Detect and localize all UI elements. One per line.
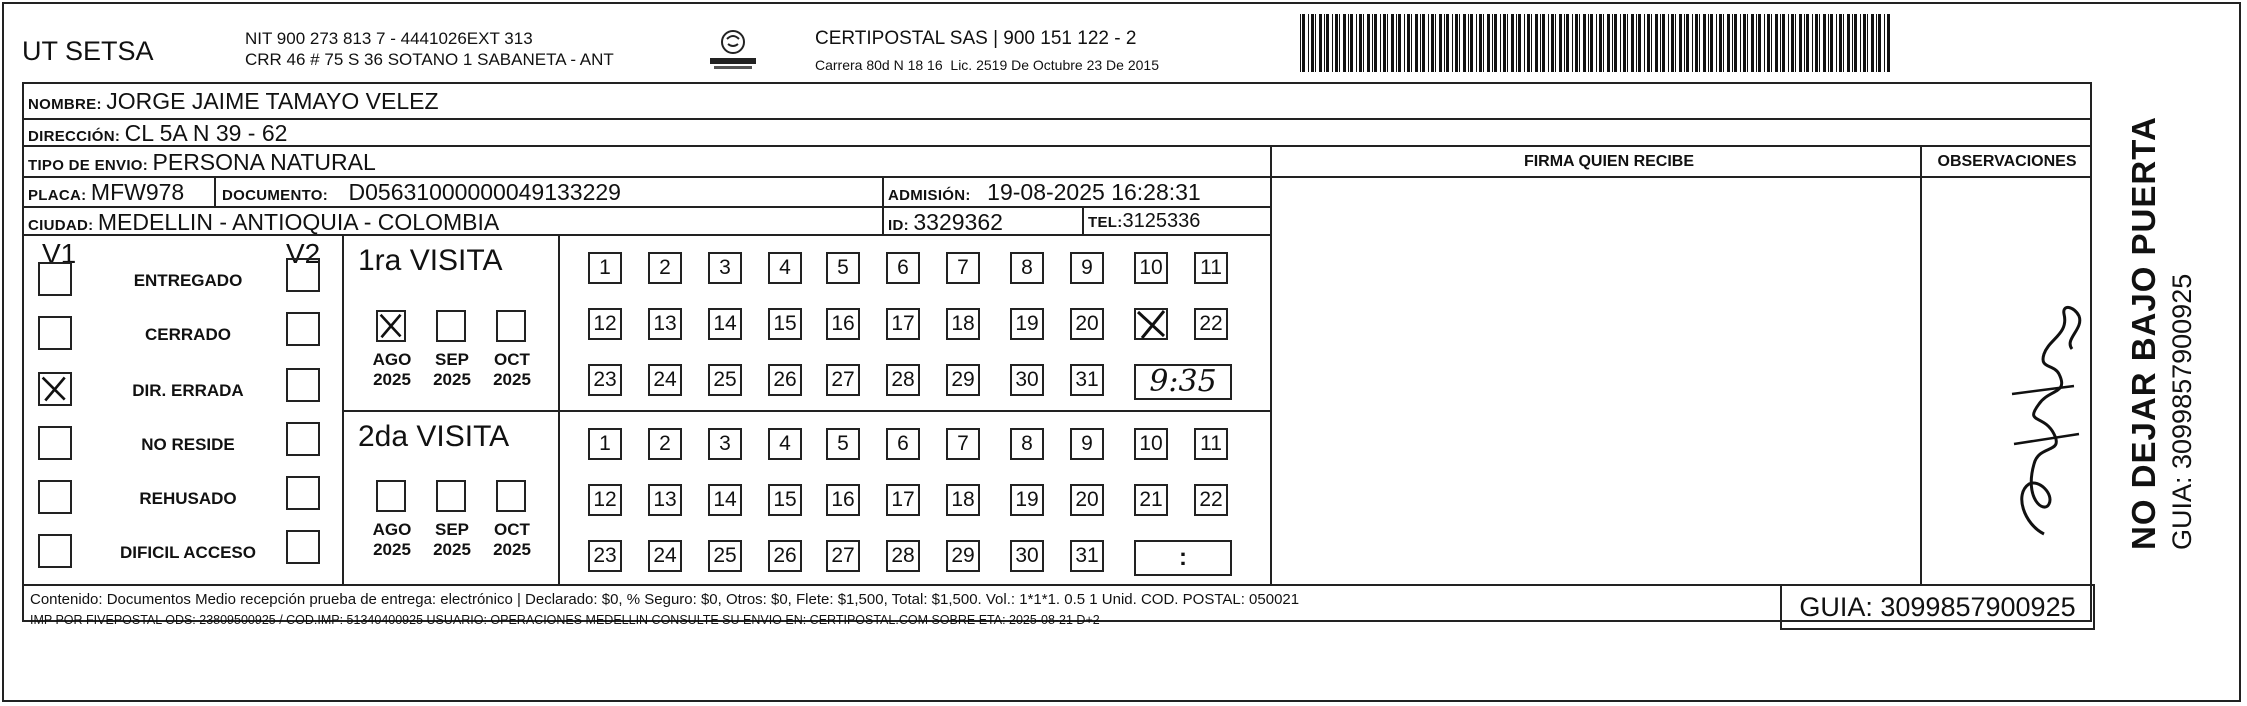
nit-line-1: NIT 900 273 813 7 - 4441026EXT 313	[245, 29, 533, 48]
visit1-day-box[interactable]: 26	[768, 364, 802, 396]
id-label: ID:	[888, 217, 909, 234]
visit1-day-box[interactable]: 15	[768, 308, 802, 340]
visit2-month-checkbox[interactable]	[376, 480, 406, 512]
visit1-day-box[interactable]: 9	[1070, 252, 1104, 284]
documento-value: D05631000000049133229	[348, 179, 621, 205]
documento-row	[222, 181, 621, 204]
tel-value: 3125336	[1122, 210, 1201, 232]
visit1-day-box[interactable]: 14	[708, 308, 742, 340]
tipo-envio-label: TIPO DE ENVIO:	[28, 157, 149, 174]
v1-header: V1	[42, 238, 77, 269]
visit2-month-label: OCT 2025	[493, 520, 531, 560]
visit1-time-field[interactable]: 9:35	[1134, 364, 1232, 400]
visit1-day-box[interactable]: 2	[648, 252, 682, 284]
v1-checkbox[interactable]	[38, 262, 72, 296]
visit1-month-checkbox[interactable]	[496, 310, 526, 342]
visit1-day-box[interactable]: 13	[648, 308, 682, 340]
observaciones-header: OBSERVACIONES	[1937, 153, 2077, 170]
visit1-month-checkbox[interactable]	[436, 310, 466, 342]
visit2-day-box[interactable]: 23	[588, 540, 622, 572]
visit1-day-box[interactable]: 24	[648, 364, 682, 396]
footer-content-line: Contenido: Documentos Medio recepción prueba de entrega: electrónico | Declarado: $0, % Seguro: $0, Otros: $0, Flete: $1,500, Total: $1,500. Vol.: 1*1*1. 0.5 1 Unid. COD. POSTAL: 050021	[30, 591, 1300, 608]
nit-line-2: CRR 46 # 75 S 36 SOTANO 1 SABANETA - ANT	[245, 50, 614, 70]
visit1-month-label: OCT 2025	[493, 350, 531, 390]
documento-label: DOCUMENTO:	[222, 187, 329, 204]
visit2-month-label: SEP 2025	[433, 520, 471, 560]
visit1-title: 1ra VISITA	[358, 244, 503, 277]
visit2-day-box[interactable]: 31	[1070, 540, 1104, 572]
visit1-month-label: AGO 2025	[372, 350, 412, 390]
visit2-day-box[interactable]: 15	[768, 484, 802, 516]
status-label: CERRADO	[145, 325, 231, 344]
visit1-day-box[interactable]: 22	[1194, 308, 1228, 340]
nombre-row	[28, 90, 439, 113]
v1-checkbox[interactable]	[38, 480, 72, 514]
visit1-month-label: SEP 2025	[433, 350, 471, 390]
visit2-day-box[interactable]: 3	[708, 428, 742, 460]
tipo-envio-value: PERSONA NATURAL	[152, 149, 376, 175]
visit2-day-box[interactable]: 17	[886, 484, 920, 516]
visit2-day-box[interactable]: 7	[946, 428, 980, 460]
visit2-day-box[interactable]: 1	[588, 428, 622, 460]
placa-label: PLACA:	[28, 187, 87, 204]
placa-row	[28, 181, 184, 204]
ciudad-row	[28, 211, 499, 234]
visit1-day-box[interactable]: 5	[826, 252, 860, 284]
visit1-day-box[interactable]: 20	[1070, 308, 1104, 340]
visit2-day-box[interactable]: 6	[886, 428, 920, 460]
company-name: UT SETSA	[22, 36, 154, 66]
v2-checkbox[interactable]	[286, 312, 320, 346]
visit1-day-box[interactable]: 6	[886, 252, 920, 284]
visit1-day-box[interactable]: 7	[946, 252, 980, 284]
visit2-day-box[interactable]: 22	[1194, 484, 1228, 516]
barcode-icon	[1300, 14, 1895, 72]
tel-row	[1088, 211, 1200, 231]
v2-header: V2	[286, 238, 321, 269]
visit2-day-box[interactable]: 14	[708, 484, 742, 516]
id-value: 3329362	[913, 209, 1003, 235]
v2-checkbox[interactable]	[286, 368, 320, 402]
admision-value: 19-08-2025 16:28:31	[987, 179, 1201, 205]
check-mark-icon	[378, 312, 404, 340]
admision-row	[888, 181, 1201, 204]
v2-checkbox[interactable]	[286, 476, 320, 510]
v1-checkbox[interactable]	[38, 426, 72, 460]
visit1-day-box[interactable]: 29	[946, 364, 980, 396]
visit1-day-box[interactable]: 18	[946, 308, 980, 340]
visit2-day-box[interactable]: 28	[886, 540, 920, 572]
visit1-day-box[interactable]: 8	[1010, 252, 1044, 284]
v2-checkbox[interactable]	[286, 422, 320, 456]
visit1-day-box[interactable]: 11	[1194, 252, 1228, 284]
admision-label: ADMISIÓN:	[888, 187, 971, 204]
visit2-day-box[interactable]: 18	[946, 484, 980, 516]
delivery-form	[22, 82, 2092, 627]
visit2-day-box[interactable]: 11	[1194, 428, 1228, 460]
tipo-envio-row	[28, 151, 376, 174]
direccion-label: DIRECCIÓN:	[28, 128, 121, 145]
visit1-day-box[interactable]: 30	[1010, 364, 1044, 396]
visit1-day-box[interactable]: 25	[708, 364, 742, 396]
visit1-month-checkbox[interactable]	[376, 310, 406, 342]
visit1-day-box[interactable]: 12	[588, 308, 622, 340]
status-label: DIR. ERRADA	[132, 381, 244, 400]
visit2-day-box[interactable]: 8	[1010, 428, 1044, 460]
company-nit	[245, 28, 614, 71]
visit2-day-box[interactable]: 20	[1070, 484, 1104, 516]
visit2-day-box[interactable]: 25	[708, 540, 742, 572]
carrier-line-1: CERTIPOSTAL SAS | 900 151 122 - 2	[815, 28, 1137, 49]
visit1-day-box[interactable]: 27	[826, 364, 860, 396]
v2-checkbox[interactable]	[286, 258, 320, 292]
side-rotated-text	[2125, 116, 2198, 550]
status-label: REHUSADO	[139, 489, 237, 508]
visit1-day-box[interactable]: 4	[768, 252, 802, 284]
visit2-day-box[interactable]: 12	[588, 484, 622, 516]
visit2-title: 2da VISITA	[358, 420, 510, 453]
nombre-label: NOMBRE:	[28, 96, 102, 113]
visit1-day-box[interactable]: 31	[1070, 364, 1104, 396]
direccion-value: CL 5A N 39 - 62	[124, 120, 288, 146]
x-mark-icon	[1134, 308, 1168, 340]
visit1-day-box[interactable]: 19	[1010, 308, 1044, 340]
visit1-day-box[interactable]: 10	[1134, 252, 1168, 284]
visit2-day-box[interactable]: 21	[1134, 484, 1168, 516]
visit1-day-box[interactable]: 23	[588, 364, 622, 396]
visit2-day-box[interactable]: 30	[1010, 540, 1044, 572]
visit1-day-box[interactable]: 28	[886, 364, 920, 396]
ciudad-value: MEDELLIN - ANTIOQUIA - COLOMBIA	[97, 209, 500, 235]
v1-checkbox[interactable]	[38, 534, 72, 568]
check-mark-icon	[40, 374, 70, 404]
visit2-month-checkbox[interactable]	[496, 480, 526, 512]
visit1-day-box[interactable]: 17	[886, 308, 920, 340]
visit2-day-box[interactable]: 27	[826, 540, 860, 572]
visit2-day-box[interactable]: 5	[826, 428, 860, 460]
status-label: NO RESIDE	[141, 435, 235, 454]
visit2-month-label: AGO 2025	[372, 520, 412, 560]
visit1-day-box[interactable]: 3	[708, 252, 742, 284]
visit1-day-box[interactable]: 1	[588, 252, 622, 284]
visit2-day-box[interactable]: 16	[826, 484, 860, 516]
side-guia-number: GUIA: 3099857900925	[2167, 273, 2197, 550]
visit2-day-box[interactable]: 13	[648, 484, 682, 516]
tel-label: TEL:	[1088, 214, 1123, 231]
no-dejar-bajo-puerta: NO DEJAR BAJO PUERTA	[2125, 116, 2162, 550]
visit2-time-field[interactable]: :	[1134, 540, 1232, 576]
visit2-day-box[interactable]: 26	[768, 540, 802, 572]
ciudad-label: CIUDAD:	[28, 217, 94, 234]
visit2-day-box[interactable]: 24	[648, 540, 682, 572]
visit2-day-box[interactable]: 9	[1070, 428, 1104, 460]
carrier-line-2: Carrera 80d N 18 16 Lic. 2519 De Octubre 23 De 2015	[815, 56, 1159, 73]
placa-value: MFW978	[90, 179, 185, 205]
v2-checkbox[interactable]	[286, 530, 320, 564]
id-row	[888, 211, 1003, 234]
v1-checkbox[interactable]	[38, 372, 72, 406]
handwritten-signature-icon	[1984, 294, 2094, 544]
direccion-row	[28, 122, 287, 145]
nombre-value: JORGE JAIME TAMAYO VELEZ	[106, 88, 439, 114]
visit2-month-checkbox[interactable]	[436, 480, 466, 512]
firma-header: FIRMA QUIEN RECIBE	[1523, 153, 1695, 170]
guia-number-box: GUIA: 3099857900925	[1780, 584, 2095, 630]
certipostal-logo-icon	[708, 26, 758, 72]
status-label: ENTREGADO	[133, 271, 243, 290]
visit2-day-box[interactable]: 10	[1134, 428, 1168, 460]
visit2-day-box[interactable]: 4	[768, 428, 802, 460]
v1-checkbox[interactable]	[38, 316, 72, 350]
visit1-day-box[interactable]: 16	[826, 308, 860, 340]
footer-imp-line: IMP POR FIVEPOSTAL ODS: 23809500925 / COD.IMP: 51340400925 USUARIO: OPERACIONES MEDELLIN CONSULTE SU ENVIO EN: CERTIPOSTAL.COM SOBRE ETA: 2025-08-21 D+2	[30, 613, 1100, 627]
visit2-day-box[interactable]: 29	[946, 540, 980, 572]
visit2-day-box[interactable]: 19	[1010, 484, 1044, 516]
visit2-day-box[interactable]: 2	[648, 428, 682, 460]
status-label: DIFICIL ACCESO	[119, 543, 256, 562]
carrier-info	[815, 26, 1159, 77]
